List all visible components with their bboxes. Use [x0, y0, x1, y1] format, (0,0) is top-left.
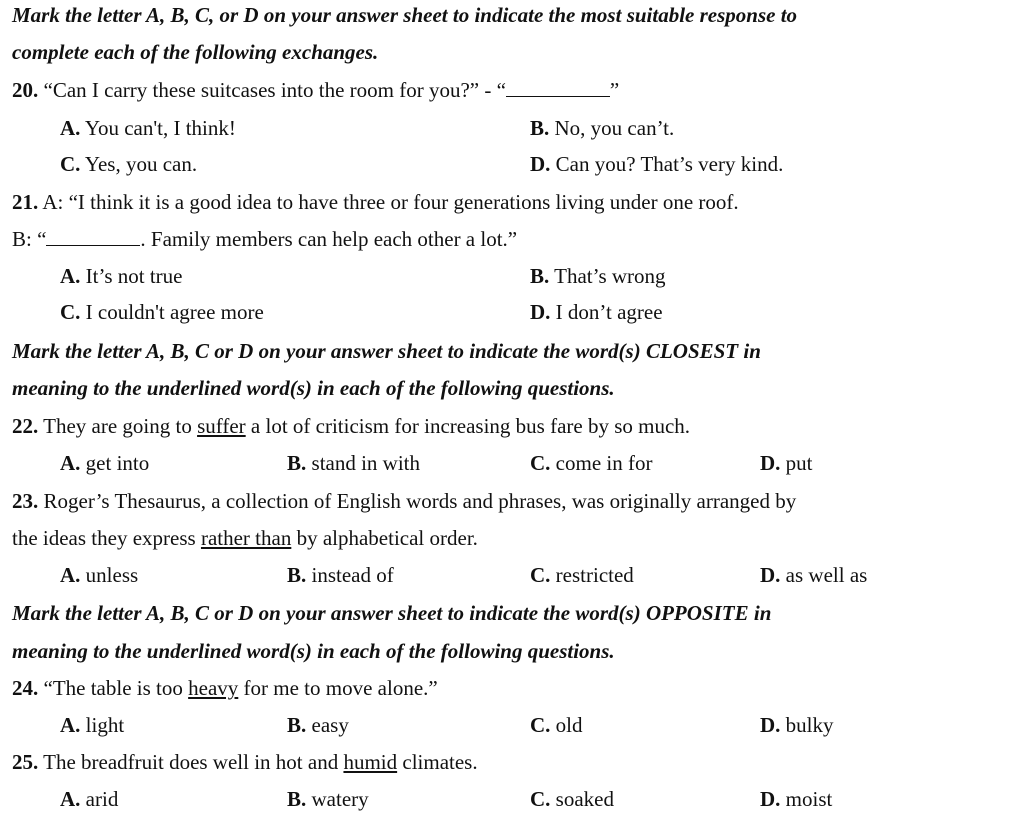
question-21-line-2	[12, 226, 517, 252]
option-letter: B.	[530, 116, 550, 140]
option-text: bulky	[785, 713, 834, 737]
option-letter: B.	[287, 451, 307, 475]
option-a[interactable]	[60, 786, 118, 812]
option-letter: A.	[60, 713, 81, 737]
option-c[interactable]	[530, 450, 652, 476]
option-c[interactable]	[530, 712, 583, 738]
option-text: as well as	[785, 563, 868, 587]
option-text: instead of	[311, 563, 394, 587]
question-text: The breadfruit does well in hot and	[43, 750, 344, 774]
option-letter: C.	[530, 713, 551, 737]
option-text: easy	[311, 713, 349, 737]
question-25	[12, 749, 478, 775]
option-b[interactable]	[287, 712, 349, 738]
option-c[interactable]	[60, 151, 197, 177]
option-text: That’s wrong	[554, 264, 666, 288]
option-text: arid	[85, 787, 119, 811]
underlined-word: heavy	[188, 676, 239, 700]
question-20	[12, 77, 619, 103]
option-c[interactable]	[530, 786, 614, 812]
option-b[interactable]	[530, 263, 666, 289]
question-24	[12, 675, 438, 701]
option-b[interactable]	[287, 786, 369, 812]
option-d[interactable]	[760, 712, 834, 738]
question-text: the ideas they express	[12, 526, 201, 550]
option-letter: B.	[287, 713, 307, 737]
question-text-end: by alphabetical order.	[291, 526, 478, 550]
option-text: Yes, you can.	[84, 152, 198, 176]
option-text: light	[85, 713, 125, 737]
question-text: “Can I carry these suitcases into the room for you?” - “	[43, 78, 506, 102]
question-23	[12, 488, 796, 514]
option-letter: C.	[530, 787, 551, 811]
section-2-instruction-line-2: meaning to the underlined word(s) in each of the following questions.	[12, 376, 615, 400]
option-letter: B.	[530, 264, 550, 288]
underlined-word: rather than	[200, 526, 292, 550]
option-b[interactable]	[530, 115, 674, 141]
option-text: restricted	[555, 563, 634, 587]
question-22	[12, 413, 690, 439]
option-text: It’s not true	[85, 264, 183, 288]
underlined-word: humid	[343, 750, 398, 774]
option-letter: D.	[760, 451, 781, 475]
option-text: I don’t agree	[555, 300, 663, 324]
option-a[interactable]	[60, 562, 138, 588]
question-text-end: . Family members can help each other a lot.”	[140, 227, 518, 251]
question-number: 20.	[12, 78, 39, 102]
question-text: A: “I think it is a good idea to have three or four generations living under one roof.	[42, 190, 739, 214]
option-text: unless	[85, 563, 139, 587]
section-3-instruction-line-2: meaning to the underlined word(s) in each of the following questions.	[12, 639, 615, 663]
question-text-end: a lot of criticism for increasing bus fare by so much.	[245, 414, 691, 438]
option-text: You can't, I think!	[84, 116, 236, 140]
question-text: B: “	[12, 227, 47, 251]
option-letter: A.	[60, 116, 81, 140]
option-letter: C.	[530, 563, 551, 587]
option-letter: C.	[60, 300, 81, 324]
question-text-end: climates.	[397, 750, 478, 774]
question-number: 22.	[12, 414, 39, 438]
option-text: moist	[785, 787, 833, 811]
option-text: come in for	[555, 451, 653, 475]
option-letter: C.	[60, 152, 81, 176]
question-21	[12, 189, 739, 215]
option-text: get into	[85, 451, 150, 475]
option-text: stand in with	[311, 451, 421, 475]
option-text: put	[785, 451, 813, 475]
question-text: Roger’s Thesaurus, a collection of English words and phrases, was originally arranged by	[43, 489, 797, 513]
section-1-instruction-line-2: complete each of the following exchanges.	[12, 40, 379, 64]
question-number: 25.	[12, 750, 39, 774]
option-text: watery	[311, 787, 369, 811]
option-letter: A.	[60, 563, 81, 587]
option-text: No, you can’t.	[554, 116, 675, 140]
underlined-word: suffer	[197, 414, 246, 438]
option-letter: D.	[760, 787, 781, 811]
option-letter: D.	[760, 563, 781, 587]
option-letter: A.	[60, 451, 81, 475]
section-2-instruction-line-1: Mark the letter A, B, C or D on your answer sheet to indicate the word(s) CLOSEST in	[12, 339, 761, 363]
answer-blank	[506, 80, 610, 97]
section-3-instruction-line-1: Mark the letter A, B, C or D on your answer sheet to indicate the word(s) OPPOSITE in	[12, 601, 772, 625]
option-c[interactable]	[60, 299, 264, 325]
option-d[interactable]	[530, 151, 783, 177]
option-d[interactable]	[760, 562, 867, 588]
option-b[interactable]	[287, 562, 394, 588]
option-letter: D.	[530, 152, 551, 176]
option-letter: A.	[60, 787, 81, 811]
option-text: Can you? That’s very kind.	[555, 152, 784, 176]
option-d[interactable]	[760, 786, 832, 812]
option-d[interactable]	[760, 450, 813, 476]
question-number: 23.	[12, 489, 39, 513]
option-letter: B.	[287, 787, 307, 811]
option-b[interactable]	[287, 450, 420, 476]
option-a[interactable]	[60, 263, 183, 289]
option-text: soaked	[555, 787, 614, 811]
option-a[interactable]	[60, 450, 149, 476]
question-text: They are going to	[43, 414, 198, 438]
option-c[interactable]	[530, 562, 634, 588]
option-letter: D.	[760, 713, 781, 737]
option-letter: A.	[60, 264, 81, 288]
question-text: “The table is too	[43, 676, 189, 700]
question-23-line-2	[12, 525, 478, 551]
option-a[interactable]	[60, 115, 236, 141]
option-letter: C.	[530, 451, 551, 475]
option-d[interactable]	[530, 299, 663, 325]
question-number: 24.	[12, 676, 39, 700]
option-letter: B.	[287, 563, 307, 587]
question-text-end: for me to move alone.”	[238, 676, 438, 700]
option-letter: D.	[530, 300, 551, 324]
option-a[interactable]	[60, 712, 124, 738]
option-text: I couldn't agree more	[85, 300, 264, 324]
answer-blank	[46, 229, 140, 246]
question-number: 21.	[12, 190, 39, 214]
question-text-end: ”	[609, 78, 620, 102]
section-1-instruction-line-1: Mark the letter A, B, C, or D on your answer sheet to indicate the most suitable response to	[12, 3, 798, 27]
option-text: old	[555, 713, 583, 737]
